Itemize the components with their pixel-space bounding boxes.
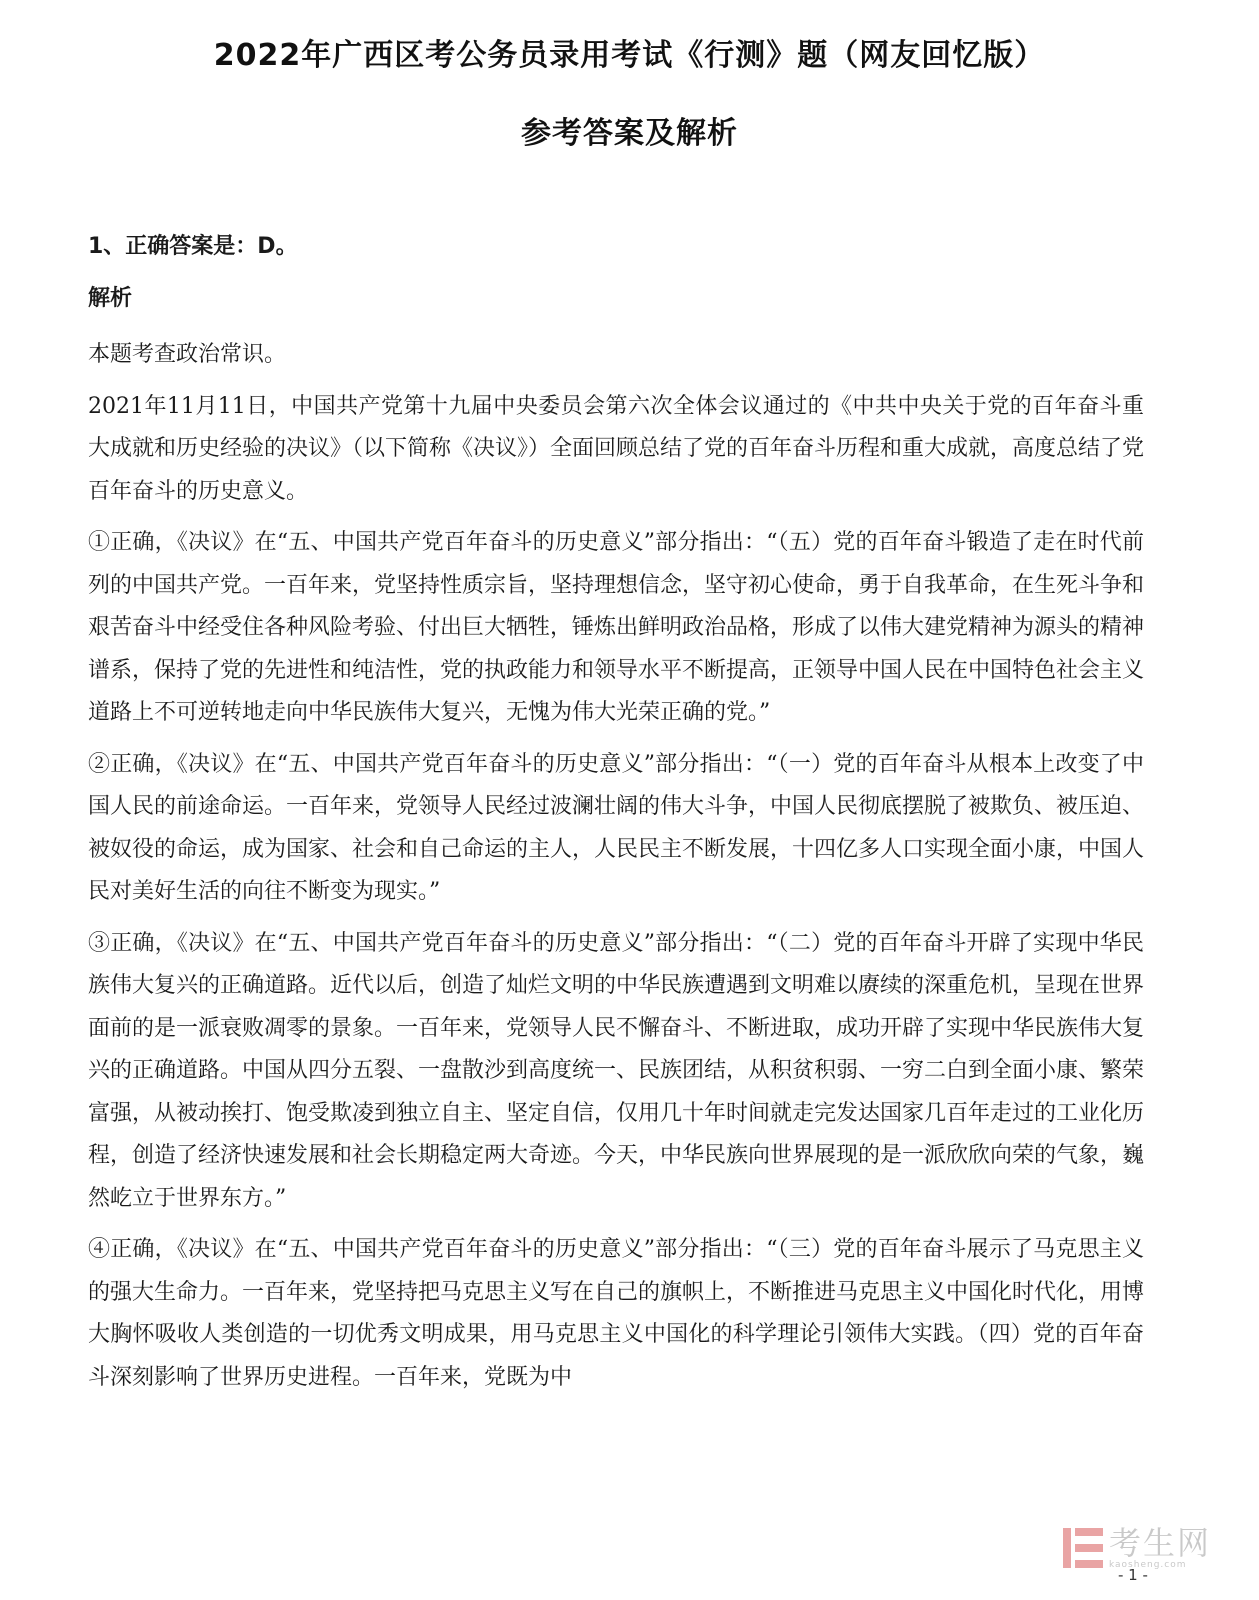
- watermark: [1063, 1526, 1211, 1570]
- answer-heading: 1、正确答案是：D。: [88, 234, 298, 259]
- watermark-logo-icon: [1063, 1528, 1103, 1568]
- watermark-url: kaosheng.com: [1108, 1560, 1187, 1570]
- paragraph-point-4: ④正确，《决议》在“五、中国共产党百年奋斗的历史意义”部分指出：“（三）党的百年奋斗展示了马克思主义的强大生命力。一百年来，党坚持把马克思主义写在自己的旗帜上，不断推进马克思主义中国化时代化，用博大胸怀吸收人类创造的一切优秀文明成果，用马克思主义中国化的科学理论引领伟大实践。（四）党的百年奋斗深刻影响了世界历史进程。一百年来，党既为中: [88, 1237, 1145, 1390]
- paragraph-point-3: ③正确，《决议》在“五、中国共产党百年奋斗的历史意义”部分指出：“（二）党的百年奋斗开辟了实现中华民族伟大复兴的正确道路。近代以后，创造了灿烂文明的中华民族遭遇到文明难以赓续的深重危机，呈现在世界面前的是一派衰败凋零的景象。一百年来，党领导人民不懈奋斗、不断进取，成功开辟了实现中华民族伟大复兴的正确道路。中国从四分五裂、一盘散沙到高度统一、民族团结，从积贫积弱、一穷二白到全面小康、繁荣富强，从被动挨打、饱受欺凌到独立自主、坚定自信，仅用几十年时间就走完发达国家几百年走过的工业化历程，创造了经济快速发展和社会长期稳定两大奇迹。今天，中华民族向世界展现的是一派欣欣向荣的气象，巍然屹立于世界东方。”: [88, 930, 1145, 1211]
- answer-content: [88, 230, 1144, 1408]
- paragraph-point-2: ②正确，《决议》在“五、中国共产党百年奋斗的历史意义”部分指出：“（一）党的百年奋斗从根本上改变了中国人民的前途命运。一百年来，党领导人民经过波澜壮阔的伟大斗争，中国人民彻底摆脱了被欺负、被压迫、被奴役的命运，成为国家、社会和自己命运的主人，人民民主不断发展，十四亿多人口实现全面小康，中国人民对美好生活的向往不断变为现实。”: [88, 751, 1145, 904]
- document-title: 2022年广西区考公务员录用考试《行测》题（网友回忆版）: [213, 38, 1046, 73]
- document-subtitle: 参考答案及解析: [521, 116, 738, 151]
- watermark-text: 考生网: [1108, 1524, 1211, 1562]
- paragraph-background: 2021年11月11日，中国共产党第十九届中央委员会第六次全体会议通过的《中共中央关于党的百年奋斗重大成就和历史经验的决议》（以下简称《决议》）全面回顾总结了党的百年奋斗历程和重大成就，高度总结了党百年奋斗的历史意义。: [88, 393, 1145, 504]
- paragraph-point-1: ①正确，《决议》在“五、中国共产党百年奋斗的历史意义”部分指出：“（五）党的百年奋斗锻造了走在时代前列的中国共产党。一百年来，党坚持性质宗旨，坚持理想信念，坚守初心使命，勇于自我革命，在生死斗争和艰苦奋斗中经受住各种风险考验、付出巨大牺牲，锤炼出鲜明政治品格，形成了以伟大建党精神为源头的精神谱系，保持了党的先进性和纯洁性，党的执政能力和领导水平不断提高，正领导中国人民在中国特色社会主义道路上不可逆转地走向中华民族伟大复兴，无愧为伟大光荣正确的党。”: [88, 530, 1145, 725]
- page-number: - 1 -: [1118, 1566, 1148, 1584]
- paragraph-topic: 本题考查政治常识。: [88, 342, 287, 367]
- analysis-label: 解析: [88, 286, 133, 311]
